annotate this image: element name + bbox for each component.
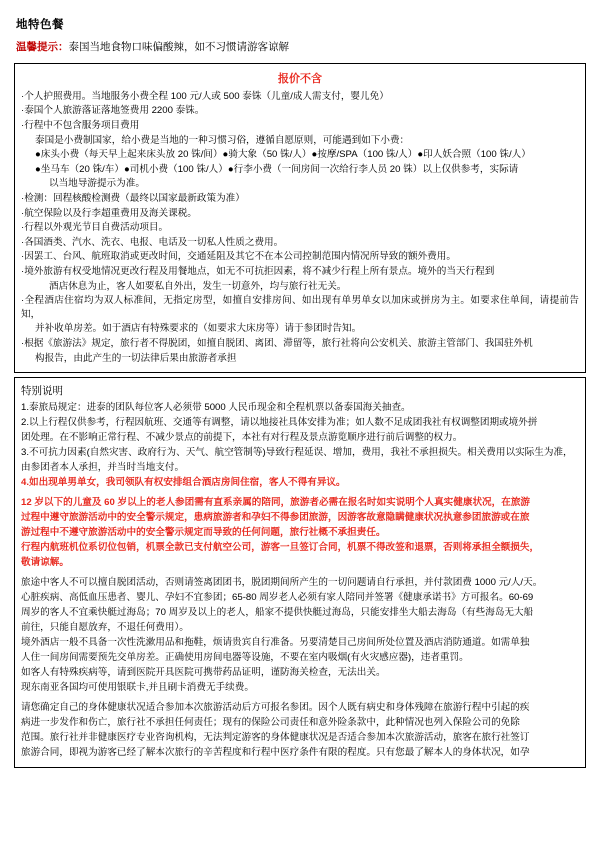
special-note-line: 旅途中客人不可以擅自脱团活动，否则请签离团团书，脱团期间所产生的一切问题请自行承担，并付款团费 1000 元/人/天。	[21, 577, 543, 589]
exclusion-line: ·泰国个人旅游落证落地签费用 2200 泰铢。	[21, 105, 205, 117]
exclusion-line: ·航空保险以及行李超重费用及海关课税。	[21, 207, 197, 219]
special-note-line: 过程中遵守旅游活动中的安全警示规定，患病旅游者和孕妇不得参团旅游，因游客故意隐瞒健康状况执意参团旅游或在旅	[21, 512, 530, 524]
special-note-line: 前往，只能自愿放弃，不退任何费用）。	[21, 622, 189, 634]
special-note-line: 人住一间房间需要预先交单房差。正确使用房间电器等设施，不要在室内吸烟(有火灾感应器)，违者重罚。	[21, 652, 469, 664]
special-note-line: 周岁的客人不宜乘快艇过海岛；70 周岁及以上的老人，船家不提供快艇过海岛，只能安排坐大船去海岛（有些海岛无大船	[21, 607, 534, 619]
warm-tip-text: 泰国当地食物口味偏酸辣，如不习惯请游客谅解	[68, 41, 289, 53]
exclusion-line: ·行程中不包含服务项目费用	[21, 119, 140, 131]
special-note-line: 游过程中不遵守旅游活动中的安全警示规定而导致的任何问题，旅行社概不承担责任。	[21, 527, 386, 539]
warm-tip	[16, 40, 586, 55]
special-note-line: 请您确定自己的身体健康状况适合参加本次旅游活动后方可报名参团。因个人既有病史和身体残障在旅游行程中引起的疾	[21, 702, 530, 714]
special-note-line: 行程内航班机位系切位包销，机票全款已支付航空公司，游客一旦签订合同，机票不得改签和退票，否则将承担全额损失，	[21, 542, 540, 554]
exclusions-body	[21, 90, 579, 366]
special-notes-section	[14, 377, 586, 768]
exclusions-title: 报价不含	[278, 72, 322, 85]
exclusion-line: ·各国酒类、汽水、洗衣、电报、电话及一切私人性质之费用。	[21, 236, 284, 248]
special-note-line: 团处理。在不影响正常行程、不减少景点的前提下，本社有对行程及景点游览顺序进行前后调整的权力。	[21, 432, 463, 444]
exclusion-line: 以当地导游提示为准。	[49, 178, 145, 190]
exclusion-line: ·行程以外观光节目自费活动项目。	[21, 222, 169, 234]
exclusion-line: 酒店休息为止，客人如要私自外出，发生一切意外，均与旅行社无关。	[49, 280, 347, 292]
special-note-line: 敬请谅解。	[21, 557, 69, 569]
exclusion-line: ·因罢工、台风、航班取消或更改时间，交通延阻及其它不在本公司控制范围内情况所导致的额外费用。	[21, 251, 456, 263]
exclusion-line: ·检测：回程核酸检测费（最终以国家最新政策为准）	[21, 192, 245, 204]
exclusion-line: 并补收单房差。如于酒店有特殊要求的（如要求大床房等）请于参团时告知。	[35, 323, 362, 335]
special-notes-heading: 特别说明	[21, 385, 63, 398]
exclusion-line: ·根据《旅游法》规定，旅行者不得脱团，如擅自脱团、离团、滞留等，旅行社将向公安机关、旅游主管部门、我国驻外机	[21, 338, 533, 350]
special-notes-body	[21, 401, 579, 760]
special-note-line: 由参团者本人承担，并当时当地支付。	[21, 462, 185, 474]
special-note-line: 旅游合同，即视为游客已经了解本次旅行的辛苦程度和行程中医疗条件有限的程度。只有您最了解本人的身体状况，如孕	[21, 747, 530, 759]
special-note-line: 2.以上行程仅供参考，行程因航班、交通等有调整，请以地接社具体安排为准；如人数不足成团我社有权调整团期或境外拼	[21, 417, 538, 429]
special-note-line: 如客人有特殊疾病等，请到医院开具医院可携带药品证明，谨防海关检查，无法出关。	[21, 667, 386, 679]
special-note-line: 3.不可抗力因素(自然灾害、政府行为、天气、航空管制等)导致行程延误、增加，费用，我社不承担损失。相关费用以实际生为准，	[21, 447, 573, 459]
special-note-line: 范围。旅行社并非健康医疗专业咨询机构，无法判定游客的身体健康状况是否适合参加本次旅游活动，旅客在旅行社签订	[21, 732, 530, 744]
exclusion-line: ·境外旅游有权受地情况更改行程及用餐地点，如无不可抗拒因素，将不减少行程上所有景点。境外的当天行程到	[21, 266, 495, 277]
exclusions-section	[14, 63, 586, 374]
special-note-line: 境外酒店一般不具备一次性洗漱用品和拖鞋，烦请贵宾自行准备。另要清楚目己房间所处位置及酒店消防通道。如需单独	[21, 637, 530, 649]
special-note-line: 心脏疾病、高低血压患者、婴儿、孕妇不宜参团；65-80 周岁老人必须有家人陪同并签署《健康承诺书》方可报名。60-69	[21, 592, 534, 604]
exclusion-line: ·全程酒店住宿均为双人标准间，无指定房型，如擅自安排房间、如出现有单男单女以加床或拼房为主。如要求住单间，请提前告知，	[21, 295, 579, 320]
exclusion-line: 泰国是小费制国家，给小费是当地的一种习惯习俗，遵循自愿原则，可能遇到如下小费：	[35, 134, 410, 146]
exclusion-line: 构报告，由此产生的一切法律后果由旅游者承担	[35, 352, 237, 364]
page-title: 地特色餐	[16, 19, 64, 31]
exclusion-line: ●坐马车（20 铢/车）●司机小费（100 铢/人）●行李小费（一间房间一次给行李人员 20 铢）以上仅供参考，实际请	[35, 163, 519, 175]
exclusion-line: ·个人护照费用。当地服务小费全程 100 元/人或 500 泰铢（儿童/成人需支付，婴儿免）	[21, 90, 389, 102]
exclusion-line: ●床头小费（每天早上起来床头放 20 铢/间）●骑大象（50 铢/人）●按摩/SPA（100 铢/人）●印人妖合照（100 铢/人）	[35, 149, 531, 161]
warm-tip-label: 温馨提示：	[16, 41, 69, 53]
special-note-line: 1.泰旅局规定：进泰的团队每位客人必须带 5000 人民币现金和全程机票以备泰国海关抽查。	[21, 402, 411, 414]
special-note-line: 病进一步发作和伤亡，旅行社不承担任何责任；现有的保险公司责任和意外险条款中，此种情况也列入保险公司的免除	[21, 717, 520, 729]
special-note-line: 4.如出现单男单女，我司领队有权安排组合酒店房间住宿，客人不得有异议。	[21, 477, 346, 489]
special-note-line: 12 岁以下的儿童及 60 岁以上的老人参团需有直系亲属的陪同，旅游者必需在报名时如实说明个人真实健康状况，在旅游	[21, 497, 531, 509]
special-note-line: 现东南亚各国均可使用银联卡,并且刷卡消费无手续费。	[21, 682, 254, 694]
